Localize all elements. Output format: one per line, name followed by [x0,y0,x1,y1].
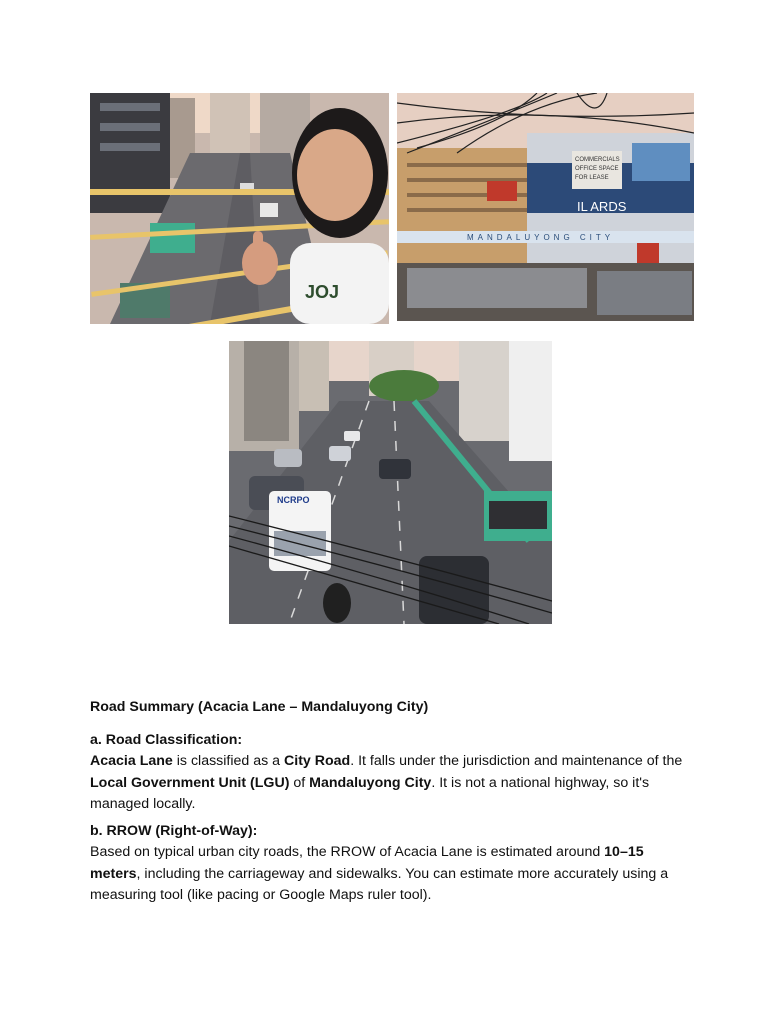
shirt-print: JOJ [305,282,340,302]
mall-sign: IL ARDS [577,199,627,214]
section-a-heading: a. Road Classification: [90,732,243,748]
section-a-text: is classified as a [172,753,284,770]
lease-sign-line1: COMMERCIALS [575,157,620,163]
section-b-paragraph [90,842,690,906]
section-b-text: , including the carriageway and sidewalks. You can estimate more accurately using a measuring tool (like pacing or Google Maps ruler tool). [90,865,669,903]
lease-sign-line2: OFFICE SPACE [575,166,619,172]
lease-sign-line3: FOR LEASE [575,175,609,181]
section-a-text: . It is not a national highway, so it's managed locally. [90,774,650,812]
photo-mandaluyong-street [397,93,694,321]
section-a-term-acacia-lane: Acacia Lane [90,753,173,770]
section-road-classification [90,730,690,815]
section-rrow [90,821,690,906]
van-label: NCRPO [277,495,310,505]
summary-title: Road Summary (Acacia Lane – Mandaluyong City) [90,699,429,715]
section-a-term-lgu: Local Government Unit (LGU) [90,774,290,791]
section-b-term-width: 10–15 meters [90,844,644,882]
section-a-text: . It falls under the jurisdiction and maintenance of the [350,753,683,770]
section-a-paragraph [90,751,690,815]
section-a-text: of [289,774,310,791]
section-b-text: Based on typical urban city roads, the RROW of Acacia Lane is estimated around [90,844,605,861]
photo-acacia-lane-traffic [229,341,552,624]
section-a-term-city-road: City Road [284,753,351,770]
section-b-heading: b. RROW (Right-of-Way): [90,823,258,839]
section-a-term-mandaluyong: Mandaluyong City [309,774,432,791]
photo-selfie-footbridge [90,93,389,324]
city-banner: MANDALUYONG CITY [467,233,615,242]
